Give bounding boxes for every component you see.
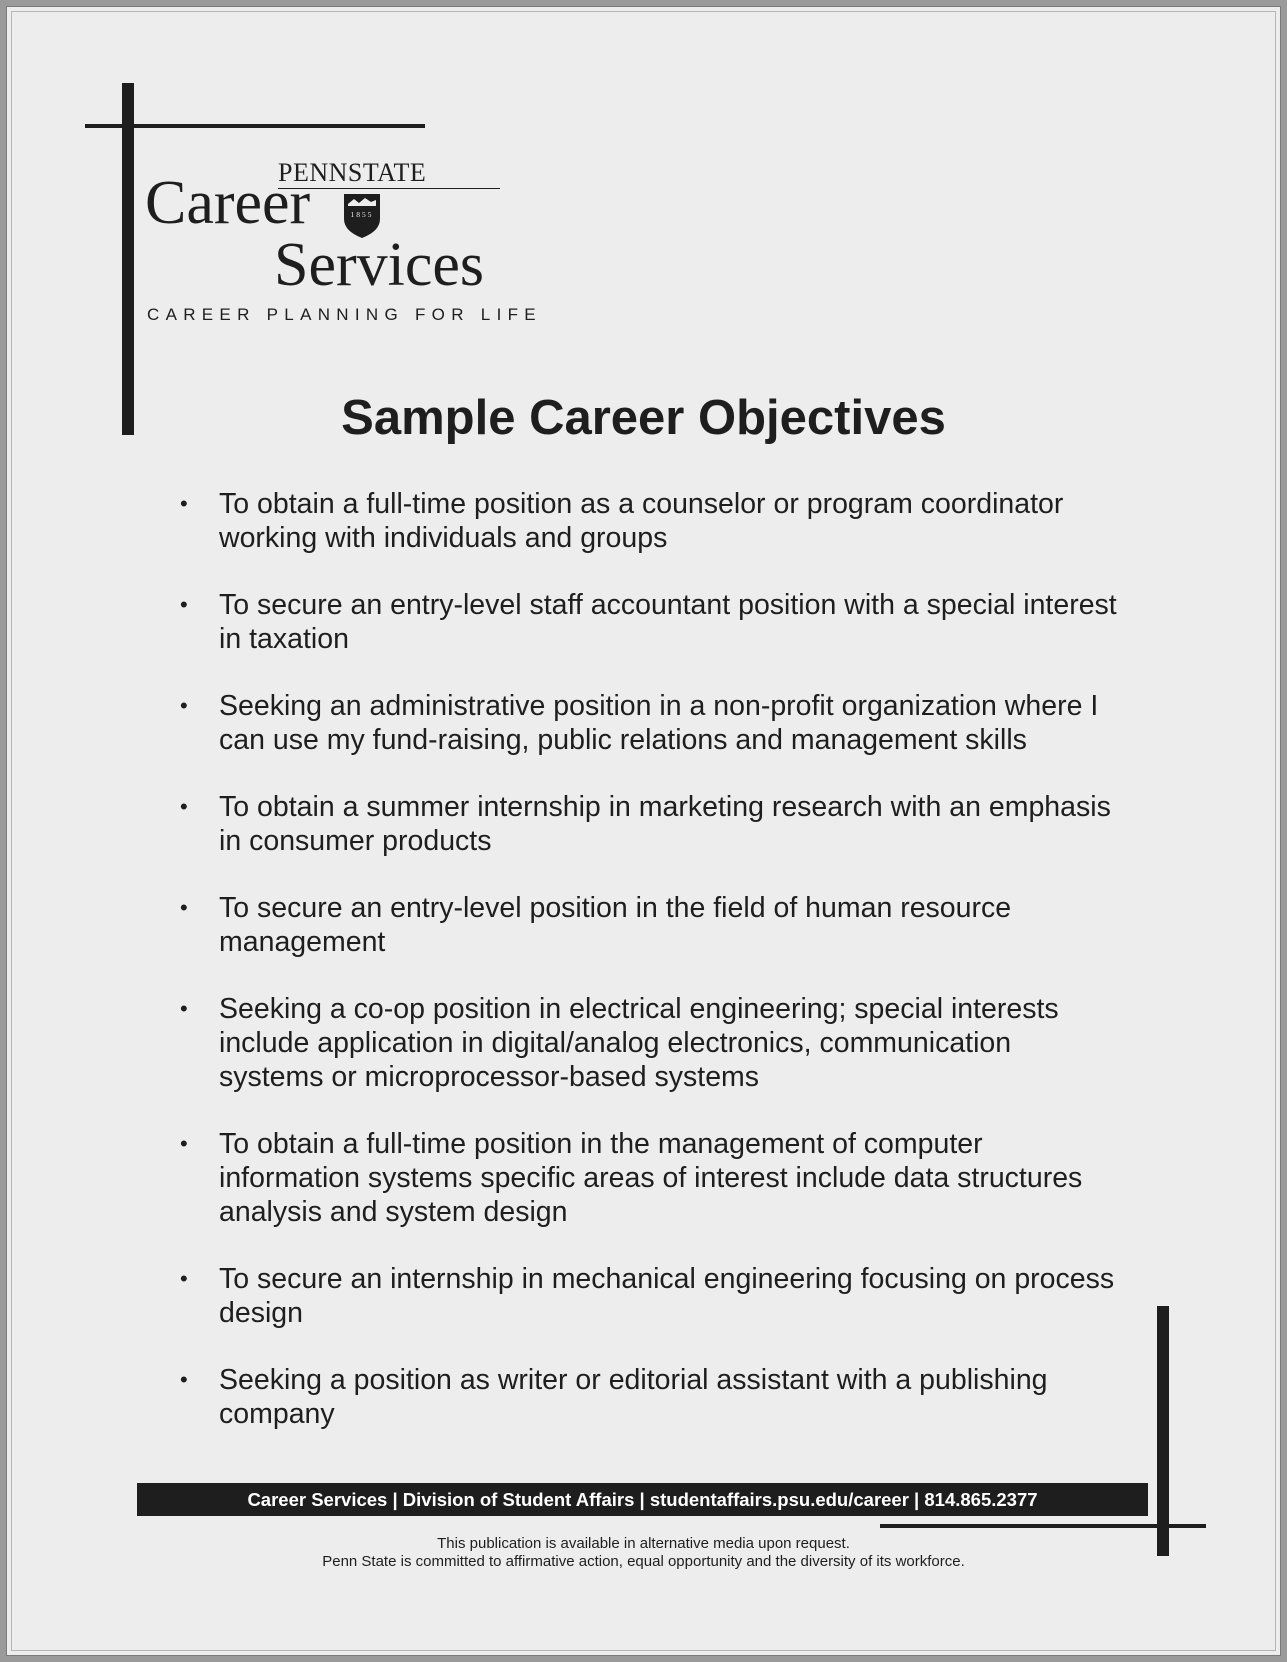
objective-line: information systems specific areas of interest include data structures xyxy=(219,1162,1083,1194)
bottom-right-horizontal-rule xyxy=(880,1524,1206,1528)
list-item xyxy=(180,487,1160,555)
bullet-icon: • xyxy=(180,1266,188,1291)
objective-line: To obtain a summer internship in marketing research with an emphasis xyxy=(219,791,1111,823)
footer-note-alternative-media: This publication is available in alternative media upon request. xyxy=(437,1535,850,1552)
objective-line: can use my fund-raising, public relations and management skills xyxy=(219,724,1027,756)
logo-rule xyxy=(278,188,500,189)
list-item xyxy=(180,588,1160,656)
logo-pennstate: PENNSTATE xyxy=(278,158,427,187)
bullet-icon: • xyxy=(180,1367,188,1392)
objective-line: Seeking a co-op position in electrical engineering; special interests xyxy=(219,993,1059,1025)
list-item xyxy=(180,1262,1160,1330)
bullet-icon: • xyxy=(180,794,188,819)
footer-note-affirmative-action: Penn State is committed to affirmative action, equal opportunity and the diversity of its workforce. xyxy=(322,1553,965,1570)
bullet-icon: • xyxy=(180,1131,188,1156)
list-item xyxy=(180,992,1160,1094)
objective-line: working with individuals and groups xyxy=(219,522,668,554)
page-title: Sample Career Objectives xyxy=(341,391,946,445)
list-item xyxy=(180,689,1160,757)
top-left-vertical-bar xyxy=(122,83,134,435)
objective-line: systems or microprocessor-based systems xyxy=(219,1061,760,1093)
objectives-list xyxy=(180,487,1160,1464)
logo-tagline: CAREER PLANNING FOR LIFE xyxy=(147,305,542,324)
objective-line: To obtain a full-time position in the management of computer xyxy=(219,1128,983,1160)
objective-line: design xyxy=(219,1297,303,1329)
bullet-icon: • xyxy=(180,895,188,920)
list-item xyxy=(180,1127,1160,1229)
list-item xyxy=(180,891,1160,959)
objective-line: To secure an internship in mechanical engineering focusing on process xyxy=(219,1263,1115,1295)
objective-line: company xyxy=(219,1398,335,1430)
footer-contact-bar: Career Services | Division of Student Affairs | studentaffairs.psu.edu/career | 814.865.2377 xyxy=(137,1483,1148,1516)
objective-line: analysis and system design xyxy=(219,1196,568,1228)
shield-year: 1855 xyxy=(350,210,374,219)
bullet-icon: • xyxy=(180,491,188,516)
objective-line: include application in digital/analog electronics, communication xyxy=(219,1027,1012,1059)
objective-line: Seeking an administrative position in a non-profit organization where I xyxy=(219,690,1099,722)
objective-line: Seeking a position as writer or editorial assistant with a publishing xyxy=(219,1364,1048,1396)
objective-line: To obtain a full-time position as a counselor or program coordinator xyxy=(219,488,1064,520)
objective-line: in consumer products xyxy=(219,825,492,857)
logo-services: Services xyxy=(274,231,485,299)
bullet-icon: • xyxy=(180,592,188,617)
bullet-icon: • xyxy=(180,693,188,718)
logo-career: Career xyxy=(145,169,311,237)
objective-line: management xyxy=(219,926,386,958)
top-left-horizontal-rule xyxy=(85,124,425,128)
list-item xyxy=(180,1363,1160,1431)
list-item xyxy=(180,790,1160,858)
objective-line: To secure an entry-level position in the field of human resource xyxy=(219,892,1012,924)
objective-line: in taxation xyxy=(219,623,349,655)
objective-line: To secure an entry-level staff accountant position with a special interest xyxy=(219,589,1117,621)
bullet-icon: • xyxy=(180,996,188,1021)
